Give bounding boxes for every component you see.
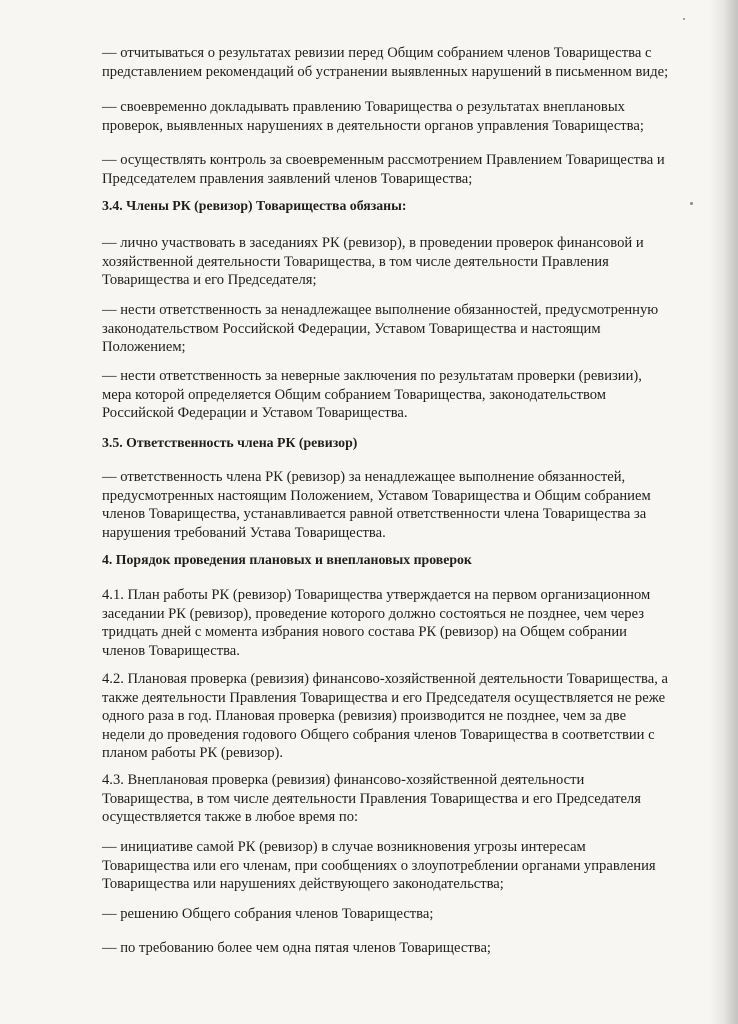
paragraph-responsibility-duties: [102, 301, 702, 357]
text-line: Товарищества или нарушениях действующего законодательства;: [102, 876, 504, 892]
scan-speck: [683, 18, 685, 20]
text-line: — отчитываться о результатах ревизии перед Общим собранием членов Товарищества с: [102, 45, 652, 61]
text-line: хозяйственной деятельности Товарищества, в том числе деятельности Правления: [102, 253, 609, 270]
text-line: 4.3. Внеплановая проверка (ревизия) финансово-хозяйственной деятельности: [102, 772, 585, 788]
text-line: одного раза в год. Плановая проверка (ревизия) производится не позднее, чем за две: [102, 708, 627, 724]
text-line: — нести ответственность за ненадлежащее выполнение обязанностей, предусмотренную: [102, 302, 659, 318]
paragraph-participate: [102, 234, 702, 290]
text-line: Положением;: [102, 339, 186, 355]
text-line: Председателем правления заявлений членов Товарищества;: [102, 170, 473, 187]
text-line: — ответственность члена РК (ревизор) за ненадлежащее выполнение обязанностей,: [102, 469, 626, 485]
text-line: недели до проведения годового Общего собрания членов Товарищества в соответствии с: [102, 726, 655, 743]
text-line: проверок, выявленных нарушениях в деятельности органов управления Товарищества;: [102, 117, 644, 134]
paragraph-meeting-decision: [102, 905, 702, 924]
text-line: — по требованию более чем одна пятая членов Товарищества;: [102, 940, 491, 956]
text-line: Товарищества или его членам, при сообщениях о злоупотреблении органами управления: [102, 857, 656, 874]
text-line: представлением рекомендаций об устранении выявленных нарушений в письменном виде;: [102, 63, 669, 80]
text-line: предусмотренных настоящим Положением, Уставом Товарищества и Общим собранием: [102, 487, 651, 504]
paragraph-members-request: [102, 939, 702, 958]
text-line: мера которой определяется Общим собранием Товарищества, законодательством: [102, 386, 607, 403]
text-line: также деятельности Правления Товарищества и его Председателя осуществляется не реже: [102, 689, 666, 706]
paragraph-member-responsibility: [102, 468, 702, 542]
text-line: законодательством Российской Федерации, Уставом Товарищества и настоящим: [102, 320, 601, 337]
text-line: — инициативе самой РК (ревизор) в случае возникновения угрозы интересам: [102, 839, 586, 855]
text-line: заседании РК (ревизор), проведение которого должно состояться не позднее, чем через: [102, 605, 644, 622]
paragraph-report-to-board: [102, 98, 702, 135]
text-line: — осуществлять контроль за своевременным рассмотрением Правлением Товарищества и: [102, 152, 665, 168]
text-line: Товарищества и его Председателя;: [102, 272, 317, 288]
text-line: 4.1. План работы РК (ревизор) Товарищества утверждается на первом организационном: [102, 587, 651, 603]
section-heading-3-5: [102, 434, 702, 453]
text-line: осуществляется также в любое время по:: [102, 809, 359, 825]
text-line: планом работы РК (ревизор).: [102, 745, 284, 761]
heading-text: 3.4. Члены РК (ревизор) Товарищества обязаны:: [102, 198, 407, 213]
text-line: 4.2. Плановая проверка (ревизия) финансово-хозяйственной деятельности Товарищества, а: [102, 671, 668, 687]
text-line: членов Товарищества.: [102, 642, 240, 659]
section-heading-3-4: [102, 197, 702, 216]
text-line: Российской Федерации и Уставом Товарищества.: [102, 405, 408, 421]
paragraph-4-3: [102, 771, 702, 827]
text-line: членов Товарищества, устанавливается равной ответственности члена Товарищества за: [102, 506, 647, 522]
text-line: тридцать дней с момента избрания нового состава РК (ревизор) на Общем собрании: [102, 624, 627, 640]
text-line: — лично участвовать в заседаниях РК (ревизор), в проведении проверок финансовой и: [102, 235, 644, 251]
paragraph-responsibility-conclusions: [102, 367, 702, 423]
paragraph-report-to-meeting: [102, 44, 702, 81]
scan-speck: [690, 202, 693, 205]
text-line: — решению Общего собрания членов Товарищества;: [102, 906, 434, 922]
text-line: нарушения требований Устава Товарищества.: [102, 524, 386, 541]
text-line: — нести ответственность за неверные заключения по результатам проверки (ревизии),: [102, 368, 642, 384]
heading-text: 3.5. Ответственность члена РК (ревизор): [102, 435, 358, 450]
section-heading-4: [102, 551, 702, 570]
paragraph-initiative: [102, 838, 702, 894]
page-edge-shadow: [724, 0, 738, 1024]
text-line: Товарищества, в том числе деятельности Правления Товарищества и его Председателя: [102, 790, 641, 807]
paragraph-4-2: [102, 670, 702, 763]
heading-text: 4. Порядок проведения плановых и внеплановых проверок: [102, 552, 472, 567]
text-line: — своевременно докладывать правлению Товарищества о результатах внеплановых: [102, 99, 625, 115]
paragraph-4-1: [102, 586, 702, 660]
paragraph-control-applications: [102, 151, 702, 188]
